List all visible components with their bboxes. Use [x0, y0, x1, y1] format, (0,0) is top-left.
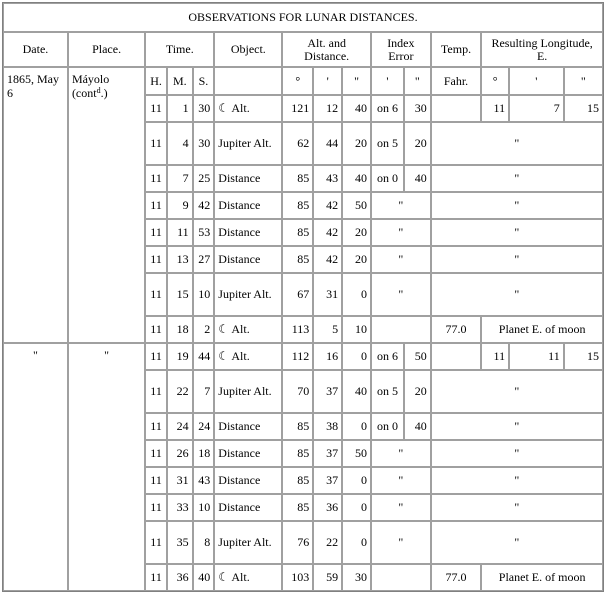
- cell-min: 37: [313, 370, 342, 413]
- cell-min: 22: [313, 521, 342, 564]
- cell-h: 11: [145, 316, 167, 343]
- unit-h: H.: [145, 67, 167, 95]
- cell-s: 42: [193, 192, 215, 219]
- cell-object: Distance: [214, 219, 282, 246]
- cell-ie-ditto: ": [371, 192, 431, 219]
- cell-ie-b: 20: [404, 370, 431, 413]
- unit-sec: ": [342, 67, 371, 95]
- cell-deg: 85: [282, 165, 313, 192]
- date-ditto: ": [3, 343, 68, 591]
- cell-h: 11: [145, 246, 167, 273]
- cell-m: 36: [167, 564, 193, 591]
- cell-ie-b: 20: [404, 122, 431, 165]
- cell-object: Distance: [214, 246, 282, 273]
- cell-s: 43: [193, 467, 215, 494]
- header-date: Date.: [3, 32, 68, 67]
- cell-object: ☾ Alt.: [214, 316, 282, 343]
- cell-result: ": [431, 246, 603, 273]
- cell-min: 12: [313, 95, 342, 122]
- cell-ie-a: on 6: [371, 343, 404, 370]
- unit-lon-deg: °: [481, 67, 509, 95]
- cell-deg: 85: [282, 192, 313, 219]
- cell-min: 43: [313, 165, 342, 192]
- cell-deg: 85: [282, 494, 313, 521]
- cell-ie-b: 50: [404, 343, 431, 370]
- cell-object: Distance: [214, 165, 282, 192]
- cell-sec: 20: [342, 219, 371, 246]
- cell-result: ": [431, 521, 603, 564]
- cell-h: 11: [145, 122, 167, 165]
- cell-deg: 85: [282, 219, 313, 246]
- header-object: Object.: [214, 32, 282, 67]
- cell-lon-deg: 11: [481, 95, 509, 122]
- cell-ie-ditto: ": [371, 219, 431, 246]
- cell-m: 1: [167, 95, 193, 122]
- cell-deg: 67: [282, 273, 313, 316]
- cell-ie-ditto: ": [371, 467, 431, 494]
- table-caption: OBSERVATIONS FOR LUNAR DISTANCES.: [3, 3, 603, 32]
- cell-ie-a: on 5: [371, 122, 404, 165]
- cell-ie-ditto: ": [371, 494, 431, 521]
- cell-temp: [431, 95, 482, 122]
- cell-result: ": [431, 122, 603, 165]
- cell-ie-b: 30: [404, 95, 431, 122]
- cell-result: ": [431, 494, 603, 521]
- cell-m: 9: [167, 192, 193, 219]
- cell-h: 11: [145, 494, 167, 521]
- cell-sec: 0: [342, 273, 371, 316]
- cell-result: ": [431, 413, 603, 440]
- cell-s: 24: [193, 413, 215, 440]
- cell-deg: 121: [282, 95, 313, 122]
- unit-fahr: Fahr.: [431, 67, 482, 95]
- cell-result: ": [431, 467, 603, 494]
- cell-object: Jupiter Alt.: [214, 273, 282, 316]
- cell-s: 10: [193, 273, 215, 316]
- cell-sec: 20: [342, 246, 371, 273]
- cell-sec: 0: [342, 343, 371, 370]
- cell-min: 36: [313, 494, 342, 521]
- cell-temp: 77.0: [431, 564, 482, 591]
- cell-s: 25: [193, 165, 215, 192]
- unit-s: S.: [193, 67, 215, 95]
- cell-m: 13: [167, 246, 193, 273]
- cell-m: 24: [167, 413, 193, 440]
- cell-lon-min: 7: [509, 95, 564, 122]
- cell-h: 11: [145, 413, 167, 440]
- cell-deg: 76: [282, 521, 313, 564]
- cell-s: 44: [193, 343, 215, 370]
- cell-min: 16: [313, 343, 342, 370]
- place-ditto: ": [68, 343, 145, 591]
- cell-h: 11: [145, 521, 167, 564]
- cell-deg: 85: [282, 246, 313, 273]
- cell-deg: 112: [282, 343, 313, 370]
- cell-m: 31: [167, 467, 193, 494]
- cell-m: 33: [167, 494, 193, 521]
- cell-ie-blank: [371, 564, 431, 591]
- cell-sec: 0: [342, 413, 371, 440]
- cell-min: 38: [313, 413, 342, 440]
- cell-deg: 113: [282, 316, 313, 343]
- cell-result: ": [431, 440, 603, 467]
- header-temp: Temp.: [431, 32, 482, 67]
- cell-h: 11: [145, 273, 167, 316]
- cell-m: 4: [167, 122, 193, 165]
- cell-m: 7: [167, 165, 193, 192]
- cell-m: 26: [167, 440, 193, 467]
- cell-deg: 85: [282, 467, 313, 494]
- cell-ie-a: on 0: [371, 413, 404, 440]
- place-superscript: d: [96, 86, 101, 95]
- cell-sec: 40: [342, 370, 371, 413]
- cell-result: ": [431, 273, 603, 316]
- cell-temp: 77.0: [431, 316, 482, 343]
- cell-s: 2: [193, 316, 215, 343]
- cell-h: 11: [145, 370, 167, 413]
- cell-lon-deg: 11: [481, 343, 509, 370]
- cell-lon-sec: 15: [564, 95, 603, 122]
- cell-sec: 0: [342, 467, 371, 494]
- cell-min: 42: [313, 192, 342, 219]
- cell-deg: 103: [282, 564, 313, 591]
- cell-deg: 85: [282, 413, 313, 440]
- cell-deg: 70: [282, 370, 313, 413]
- cell-lon-sec: 15: [564, 343, 603, 370]
- cell-result: ": [431, 192, 603, 219]
- header-index-error: Index Error: [371, 32, 431, 67]
- cell-object: Distance: [214, 494, 282, 521]
- date-cell: 1865, May 6: [3, 67, 68, 343]
- cell-m: 22: [167, 370, 193, 413]
- cell-ie-ditto: ": [371, 246, 431, 273]
- unit-lon-sec: ": [564, 67, 603, 95]
- unit-ie-min: ': [371, 67, 404, 95]
- cell-h: 11: [145, 165, 167, 192]
- cell-result: ": [431, 165, 603, 192]
- cell-sec: 50: [342, 192, 371, 219]
- cell-result: ": [431, 370, 603, 413]
- cell-result: Planet E. of moon: [481, 316, 603, 343]
- cell-min: 37: [313, 467, 342, 494]
- cell-min: 44: [313, 122, 342, 165]
- unit-ie-sec: ": [404, 67, 431, 95]
- cell-object: ☾ Alt.: [214, 343, 282, 370]
- cell-sec: 40: [342, 165, 371, 192]
- cell-min: 31: [313, 273, 342, 316]
- unit-lon-min: ': [509, 67, 564, 95]
- place-cell: [68, 67, 145, 343]
- cell-object: [214, 95, 282, 122]
- header-longitude: Resulting Longitude, E.: [481, 32, 603, 67]
- cell-sec: 20: [342, 122, 371, 165]
- unit-object-blank: [214, 67, 282, 95]
- unit-deg: °: [282, 67, 313, 95]
- unit-m: M.: [167, 67, 193, 95]
- cell-object: Jupiter Alt.: [214, 122, 282, 165]
- cell-s: 53: [193, 219, 215, 246]
- cell-s: 40: [193, 564, 215, 591]
- cell-ie-ditto: ": [371, 273, 431, 316]
- cell-ie-b: 40: [404, 165, 431, 192]
- cell-sec: 40: [342, 95, 371, 122]
- cell-sec: 10: [342, 316, 371, 343]
- cell-object: Jupiter Alt.: [214, 370, 282, 413]
- cell-ie-ditto: ": [371, 521, 431, 564]
- cell-ie-a: on 5: [371, 370, 404, 413]
- lunar-distances-table: [2, 2, 604, 592]
- cell-s: 27: [193, 246, 215, 273]
- cell-object: Distance: [214, 467, 282, 494]
- cell-min: 42: [313, 246, 342, 273]
- cell-h: 11: [145, 467, 167, 494]
- cell-ie-a: on 6: [371, 95, 404, 122]
- cell-s: 10: [193, 494, 215, 521]
- cell-m: 11: [167, 219, 193, 246]
- cell-min: 42: [313, 219, 342, 246]
- cell-sec: 30: [342, 564, 371, 591]
- cell-m: 15: [167, 273, 193, 316]
- cell-object: Distance: [214, 413, 282, 440]
- cell-temp: [431, 343, 482, 370]
- header-alt-distance: Alt. and Distance.: [282, 32, 371, 67]
- table-row: [3, 343, 603, 370]
- cell-ie-a: on 0: [371, 165, 404, 192]
- cell-sec: 0: [342, 521, 371, 564]
- cell-h: 11: [145, 440, 167, 467]
- cell-s: 30: [193, 95, 215, 122]
- cell-result: Planet E. of moon: [481, 564, 603, 591]
- cell-object: ☾ Alt.: [214, 564, 282, 591]
- cell-result: ": [431, 219, 603, 246]
- cell-deg: 85: [282, 440, 313, 467]
- header-place: Place.: [68, 32, 145, 67]
- cell-h: 11: [145, 192, 167, 219]
- cell-h: 11: [145, 564, 167, 591]
- cell-m: 35: [167, 521, 193, 564]
- place-end: .): [100, 86, 108, 100]
- cell-min: 59: [313, 564, 342, 591]
- cell-object: Distance: [214, 192, 282, 219]
- cell-object: Jupiter Alt.: [214, 521, 282, 564]
- unit-min: ': [313, 67, 342, 95]
- cell-m: 18: [167, 316, 193, 343]
- cell-m: 19: [167, 343, 193, 370]
- header-time: Time.: [145, 32, 214, 67]
- cell-object-text: ☾ Alt.: [218, 101, 250, 115]
- cell-h: 11: [145, 343, 167, 370]
- cell-min: 37: [313, 440, 342, 467]
- cell-ie-b: 40: [404, 413, 431, 440]
- cell-h: 11: [145, 95, 167, 122]
- cell-s: 30: [193, 122, 215, 165]
- place-text: Máyolo (cont: [71, 72, 110, 100]
- cell-ie-blank: [371, 316, 431, 343]
- cell-s: 8: [193, 521, 215, 564]
- cell-deg: 62: [282, 122, 313, 165]
- cell-ie-ditto: ": [371, 440, 431, 467]
- cell-min: 5: [313, 316, 342, 343]
- cell-s: 7: [193, 370, 215, 413]
- cell-lon-min: 11: [509, 343, 564, 370]
- cell-s: 18: [193, 440, 215, 467]
- cell-object: Distance: [214, 440, 282, 467]
- cell-h: 11: [145, 219, 167, 246]
- cell-sec: 0: [342, 494, 371, 521]
- cell-sec: 50: [342, 440, 371, 467]
